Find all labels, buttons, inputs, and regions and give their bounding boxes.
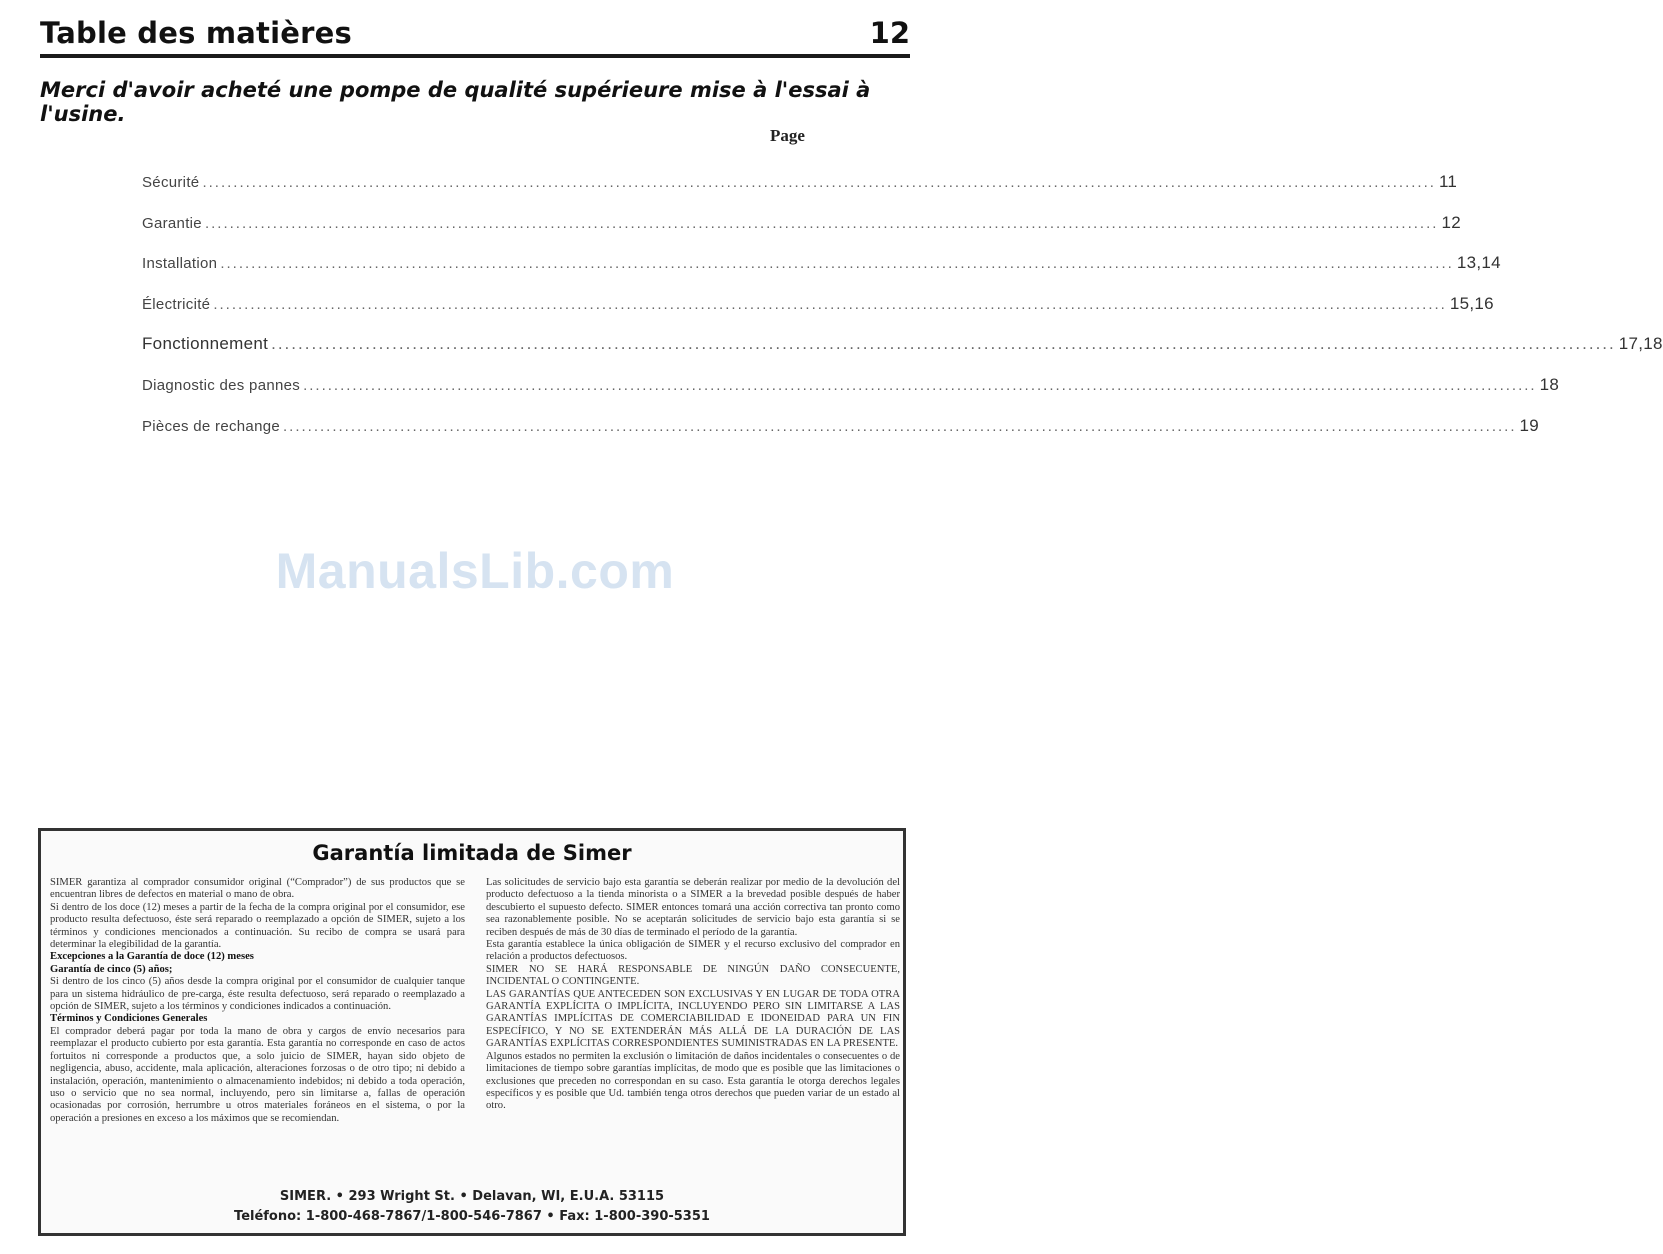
toc-entry-label: Pièces de rechange bbox=[142, 417, 280, 435]
toc-leader-dots: ........................................................................................................................................................................................................ bbox=[213, 295, 1447, 313]
warranty-right-column bbox=[486, 877, 900, 1113]
page-number: 12 bbox=[869, 16, 910, 50]
warranty-paragraph: LAS GARANTÍAS QUE ANTECEDEN SON EXCLUSIVAS Y EN LUGAR DE TODA OTRA GARANTÍA EXPLÍCITA O IMPLÍCITA, INCLUYENDO PERO SIN LIMITARSE A LAS GARANTÍAS IMPLÍCITAS DE COMERCIABILIDAD E IDONEIDAD PARA UN FIN ESPECÍFICO, Y NO SE EXTENDERÁN MÁS ALLÁ DE LA DURACIÓN DE LAS GARANTÍAS EXPLÍCITAS CORRESPONDIENTES SUMINISTRADAS EN LA PRESENTE. bbox=[486, 988, 900, 1050]
toc-entry-page: 17,18 bbox=[1618, 334, 1663, 354]
toc-leader-dots: ........................................................................................................................................................................................................ bbox=[204, 214, 1439, 232]
toc-entry-page: 19 bbox=[1519, 415, 1540, 435]
warranty-paragraph: SIMER NO SE HARÁ RESPONSABLE DE NINGÚN DAÑO CONSECUENTE, INCIDENTAL O CONTINGENTE. bbox=[486, 963, 900, 988]
toc-entry-page: 12 bbox=[1441, 212, 1461, 232]
toc-entry-page: 11 bbox=[1438, 172, 1458, 191]
toc-entry[interactable] bbox=[142, 293, 1494, 335]
company-address: SIMER. • 293 Wright St. • Delavan, WI, E.U.A. 53115 bbox=[279, 1189, 665, 1204]
warranty-paragraph: Si dentro de los doce (12) meses a partir de la fecha de la compra original por el consumidor, ese producto resulta defectuoso, éste será reparado o reemplazado a opción de SIMER, sujeto a los términos y condiciones mencionados a continuación. Su recibo de compra se usará para determinar la elegibilidad de la garantía. bbox=[50, 901, 465, 951]
toc-leader-dots: ........................................................................................................................................................................................................ bbox=[202, 174, 1436, 191]
toc-entry[interactable] bbox=[142, 253, 1501, 294]
toc-entry-label: Garantie bbox=[142, 214, 202, 232]
warranty-paragraph: Si dentro de los cinco (5) años desde la compra original por el consumidor de cualquier tanque para un sistema hidráulico de pre-carga, éste resulta defectuoso, será reparado o reemplazado a opción de SIMER, sujeto a los términos y condiciones indicados a continuación. bbox=[50, 976, 465, 1013]
toc-leader-dots: ........................................................................................................................................................................................................ bbox=[220, 255, 1454, 273]
toc-entry-label: Électricité bbox=[142, 295, 211, 313]
watermark: ManualsLib.com bbox=[275, 543, 675, 599]
warranty-title: Garantía limitada de Simer bbox=[312, 841, 632, 865]
toc-entry[interactable] bbox=[142, 172, 1458, 213]
toc-entry-page: 18 bbox=[1539, 374, 1560, 394]
toc-entry[interactable] bbox=[142, 212, 1461, 254]
toc-entry-label: Fonctionnement bbox=[142, 334, 269, 354]
warranty-paragraph: Algunos estados no permiten la exclusión o limitación de daños incidentales o consecuentes o de limitaciones de tiempo sobre garantías implícitas, de modo que es posible que las limitaciones o exclusiones que preceden no correspondan en su caso. Esta garantía le otorga derechos legales específicos y es posible que Ud. también tenga otros derechos que pueden variar de un estado al otro. bbox=[486, 1050, 900, 1112]
warranty-subheading: Garantía de cinco (5) años; bbox=[50, 963, 173, 975]
toc-entry-label: Installation bbox=[142, 255, 218, 273]
toc-entry-label: Diagnostic des pannes bbox=[142, 376, 301, 394]
company-phone: Teléfono: 1-800-468-7867/1-800-546-7867 • Fax: 1-800-390-5351 bbox=[234, 1209, 710, 1224]
table-of-contents bbox=[142, 172, 1663, 456]
page-header bbox=[40, 14, 910, 58]
warranty-paragraph: Esta garantía establece la única obligación de SIMER y el recurso exclusivo del comprador en relación a productos defectuosos. bbox=[486, 939, 900, 963]
toc-entry-page: 15,16 bbox=[1449, 293, 1494, 313]
warranty-paragraph: El comprador deberá pagar por toda la mano de obra y cargos de envío necesarios para reemplazar el producto cubierto por esta garantía. Esta garantía no corresponde en caso de actos fortuitos ni corresponde a productos que, a solo juicio de SIMER, hayan sido objeto de negligencia, abuso, accidente, mala aplicación, alteraciones forzosas o de otro tipo; ni debido a instalación, operación, mantenimiento o almacenamiento indebidos; ni debido a toda operación, uso o servicio que no sea normal, incluyendo, pero sin limitarse a, fallas de operación ocasionadas por corrosión, herrumbre u otros materiales foráneos en el sistema, o por la operación a presiones en exceso a los máximos que se recomiendan. bbox=[50, 1025, 465, 1124]
toc-leader-dots: ........................................................................................................................................................................................................ bbox=[271, 334, 1616, 354]
toc-entry-page: 13,14 bbox=[1456, 253, 1501, 273]
thank-you-subtitle: Merci d'avoir acheté une pompe de qualité supérieure mise à l'essai à l'usine. bbox=[40, 78, 871, 126]
toc-leader-dots: ........................................................................................................................................................................................................ bbox=[283, 417, 1517, 435]
toc-leader-dots: ........................................................................................................................................................................................................ bbox=[303, 376, 1537, 394]
toc-entry[interactable] bbox=[142, 415, 1540, 457]
warranty-left-column bbox=[50, 877, 465, 1125]
page-title: Table des matières bbox=[40, 16, 352, 50]
toc-entry-label: Sécurité bbox=[142, 174, 200, 191]
toc-entry[interactable] bbox=[142, 374, 1560, 416]
warranty-subheading: Términos y Condiciones Generales bbox=[50, 1013, 208, 1025]
warranty-subheading: Excepciones a la Garantía de doce (12) meses bbox=[50, 951, 254, 963]
warranty-paragraph: Las solicitudes de servicio bajo esta garantía se deberán realizar por medio de la devolución del producto defectuoso a la tienda minorista o a SIMER a la brevedad posible después de haber descubierto el supuesto defecto. SIMER entonces tomará una acción correctiva tan pronto como sea razonablemente posible. No se aceptarán solicitudes de servicio bajo esta garantía si se reciben después de más de 30 días de terminado el período de la garantía. bbox=[486, 877, 900, 938]
warranty-paragraph: SIMER garantiza al comprador consumidor original (“Comprador”) de sus productos que se encuentran libres de defectos en material o mano de obra. bbox=[50, 877, 465, 901]
toc-page-column-label: Page bbox=[770, 126, 805, 145]
toc-entry[interactable] bbox=[142, 334, 1663, 375]
warranty-box bbox=[38, 828, 906, 1236]
